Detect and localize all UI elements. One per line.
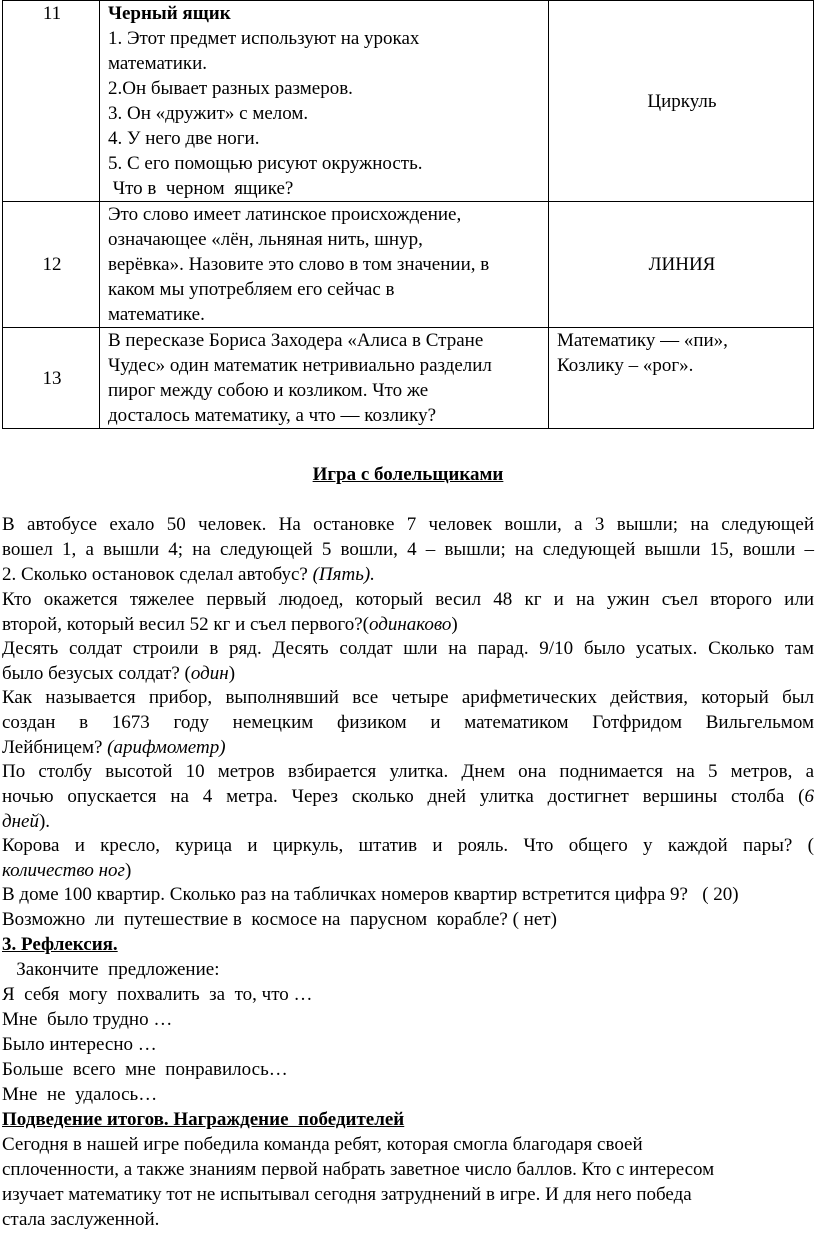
question-cell bbox=[100, 1, 549, 202]
question-line: Что в черном ящике? bbox=[108, 178, 294, 199]
question-text: ночью опускается на 4 метра. Через сколько дней улитка достигнет вершины столба ( bbox=[2, 786, 805, 807]
row-number: 12 bbox=[3, 202, 100, 328]
answer-text: 6 bbox=[804, 786, 814, 807]
text-line bbox=[2, 612, 814, 637]
reflection-item: Я себя могу похвалить за то, что … bbox=[2, 984, 313, 1005]
answer-cell bbox=[549, 328, 814, 429]
summary-line: Сегодня в нашей игре победила команда ребят, которая смогла благодаря своей bbox=[2, 1134, 643, 1155]
reflection-item: Больше всего мне понравилось… bbox=[2, 1059, 288, 1080]
text-line bbox=[2, 858, 814, 883]
question-8: Возможно ли путешествие в космосе на парусном корабле? ( нет) bbox=[2, 909, 557, 930]
answer-text: Математику — «пи», bbox=[557, 330, 728, 351]
answer-text: одинаково bbox=[368, 614, 452, 635]
answer-cell bbox=[549, 1, 814, 202]
text-line: Корова и кресло, курица и циркуль, штатив и рояль. Что общего у каждой пары? ( bbox=[2, 835, 814, 856]
question-line: 4. У него две ноги. bbox=[108, 128, 260, 149]
question-text: было безусых солдат? ( bbox=[2, 663, 191, 684]
bracket: ) bbox=[451, 614, 458, 635]
reflection-title: 3. Рефлексия. bbox=[2, 934, 118, 955]
answer-text: Циркуль bbox=[647, 90, 717, 112]
reflection-prompt: Закончите предложение: bbox=[2, 959, 220, 980]
question-line: 1. Этот предмет используют на уроках bbox=[108, 28, 420, 49]
question-text: По столбу высотой 10 метров взбирается улитка. Днем она поднимается на 5 метров, а bbox=[2, 761, 814, 782]
question-text: 2. Сколько остановок сделал автобус? bbox=[2, 564, 313, 585]
question-line: означающее «лён, льняная нить, шнур, bbox=[108, 229, 423, 250]
text-line: вошел 1, а вышли 4; на следующей 5 вошли, 4 – вышли; на следующей вышли 15, вошли – bbox=[2, 539, 814, 560]
text-line: Десять солдат строили в ряд. Десять солдат шли на парад. 9/10 было усатых. Сколько там bbox=[2, 638, 814, 659]
text-line bbox=[2, 759, 814, 784]
question-4 bbox=[2, 685, 814, 760]
summary-line: изучает математику тот не испытывал сегодня затруднений в игре. И для него победа bbox=[2, 1184, 692, 1205]
question-line: математике. bbox=[108, 304, 205, 325]
reflection-item: Мне не удалось… bbox=[2, 1084, 158, 1105]
bracket: ). bbox=[38, 811, 51, 832]
question-line: математики. bbox=[108, 53, 208, 74]
quiz-table bbox=[2, 0, 814, 429]
question-cell bbox=[100, 328, 549, 429]
reflection-item: Было интересно … bbox=[2, 1034, 157, 1055]
question-5 bbox=[2, 759, 814, 834]
text-line bbox=[2, 784, 814, 809]
text-line bbox=[2, 735, 814, 760]
bracket: ) bbox=[124, 860, 132, 881]
answer-text: количество ног bbox=[2, 860, 125, 881]
text-line bbox=[2, 809, 814, 834]
question-line: 5. С его помощью рисуют окружность. bbox=[108, 153, 423, 174]
text-line: Как называется прибор, выполнявший все четыре арифметических действия, который был bbox=[2, 687, 814, 708]
row-number: 13 bbox=[3, 328, 100, 429]
question-line: верёвка». Назовите это слово в том значении, в bbox=[108, 254, 490, 275]
answer-text: дней bbox=[2, 811, 39, 832]
text-line: В автобусе ехало 50 человек. На остановке 7 человек вошли, а 3 вышли; на следующей bbox=[2, 514, 814, 535]
question-line: пирог между собою и козликом. Что же bbox=[108, 380, 429, 401]
game-title: Игра с болельщиками bbox=[312, 464, 504, 485]
answer-text: (Пять). bbox=[312, 564, 375, 585]
answer-text: один bbox=[190, 663, 229, 684]
summary-line: сплоченности, а также знаниям первой набрать заветное число баллов. Кто с интересом bbox=[2, 1159, 715, 1180]
summary-title: Подведение итогов. Награждение победителей bbox=[2, 1109, 405, 1130]
table-row bbox=[3, 328, 814, 429]
table-row bbox=[3, 202, 814, 328]
question-text: второй, который весил 52 кг и съел первого?( bbox=[2, 614, 369, 635]
text-line: создан в 1673 году немецким физиком и математиком Готфридом Вильгельмом bbox=[2, 712, 814, 733]
table-row bbox=[3, 1, 814, 202]
question-line: 2.Он бывает разных размеров. bbox=[108, 78, 353, 99]
summary-line: стала заслуженной. bbox=[2, 1209, 160, 1230]
text-line: Кто окажется тяжелее первый людоед, который весил 48 кг и на ужин съел второго или bbox=[2, 589, 814, 610]
text-line bbox=[2, 562, 814, 587]
text-line bbox=[2, 661, 814, 686]
question-7: В доме 100 квартир. Сколько раз на табличках номеров квартир встретится цифра 9? ( 20) bbox=[2, 884, 739, 905]
answer-cell bbox=[549, 202, 814, 328]
answer-text: (арифмометр) bbox=[107, 737, 226, 758]
answer-text: ЛИНИЯ bbox=[648, 254, 716, 275]
row-number: 11 bbox=[3, 1, 100, 202]
question-line: Чудес» один математик нетривиально разделил bbox=[108, 355, 492, 376]
question-6 bbox=[2, 833, 814, 883]
question-line: 3. Он «дружит» с мелом. bbox=[108, 103, 309, 124]
question-text: Лейбницем? bbox=[2, 737, 108, 758]
question-1 bbox=[2, 512, 814, 587]
question-line: досталось математику, а что — козлику? bbox=[108, 405, 437, 426]
question-title: Черный ящик bbox=[108, 3, 231, 24]
question-line: каком мы употребляем его сейчас в bbox=[108, 279, 395, 300]
question-cell bbox=[100, 202, 549, 328]
question-line: В пересказе Бориса Заходера «Алиса в Стране bbox=[108, 330, 484, 351]
question-3 bbox=[2, 636, 814, 686]
reflection-item: Мне было трудно … bbox=[2, 1009, 173, 1030]
question-2 bbox=[2, 587, 814, 637]
answer-text: Козлику – «рог». bbox=[557, 355, 694, 376]
bracket: ) bbox=[228, 663, 236, 684]
question-line: Это слово имеет латинское происхождение, bbox=[108, 204, 462, 225]
